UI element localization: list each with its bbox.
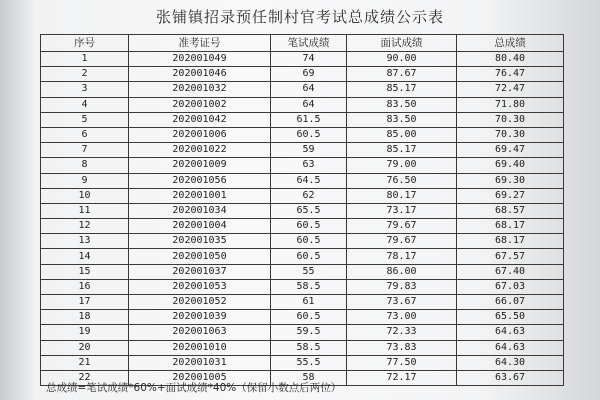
cell-interview-score: 85.17 — [347, 82, 457, 97]
table-body — [41, 52, 564, 386]
cell-total-score: 80.40 — [457, 52, 564, 67]
cell-interview-score: 79.67 — [347, 234, 457, 249]
table-row — [41, 188, 564, 203]
cell-index: 8 — [41, 158, 129, 173]
header-written-score: 笔试成绩 — [271, 35, 347, 52]
cell-written-score: 58 — [271, 370, 347, 385]
table-row — [41, 97, 564, 112]
cell-exam-id: 202001006 — [129, 127, 271, 142]
document-title: 张铺镇招录预任制村官考试总成绩公示表 — [155, 8, 444, 26]
header-total-score: 总成绩 — [457, 35, 564, 52]
cell-written-score: 60.5 — [271, 249, 347, 264]
cell-exam-id: 202001056 — [129, 173, 271, 188]
cell-interview-score: 87.67 — [347, 67, 457, 82]
cell-interview-score: 73.67 — [347, 295, 457, 310]
cell-total-score: 70.30 — [457, 127, 564, 142]
cell-written-score: 60.5 — [271, 219, 347, 234]
cell-interview-score: 85.00 — [347, 127, 457, 142]
table-row — [41, 67, 564, 82]
cell-interview-score: 77.50 — [347, 355, 457, 370]
table-row — [41, 143, 564, 158]
table-row — [41, 173, 564, 188]
cell-total-score: 65.50 — [457, 310, 564, 325]
cell-written-score: 59 — [271, 143, 347, 158]
cell-written-score: 61.5 — [271, 112, 347, 127]
cell-exam-id: 202001035 — [129, 234, 271, 249]
table-row — [41, 234, 564, 249]
cell-interview-score: 73.17 — [347, 203, 457, 218]
cell-written-score: 60.5 — [271, 310, 347, 325]
cell-written-score: 69 — [271, 67, 347, 82]
table-row — [41, 82, 564, 97]
cell-exam-id: 202001001 — [129, 188, 271, 203]
cell-exam-id: 202001050 — [129, 249, 271, 264]
cell-written-score: 60.5 — [271, 234, 347, 249]
cell-total-score: 67.40 — [457, 264, 564, 279]
cell-index: 2 — [41, 67, 129, 82]
cell-index: 11 — [41, 203, 129, 218]
cell-total-score: 76.47 — [457, 67, 564, 82]
cell-total-score: 64.63 — [457, 325, 564, 340]
table-row — [41, 203, 564, 218]
table-row — [41, 310, 564, 325]
cell-written-score: 63 — [271, 158, 347, 173]
cell-exam-id: 202001049 — [129, 52, 271, 67]
cell-interview-score: 72.17 — [347, 370, 457, 385]
cell-total-score: 69.47 — [457, 143, 564, 158]
header-interview-score: 面试成绩 — [347, 35, 457, 52]
cell-exam-id: 202001004 — [129, 219, 271, 234]
cell-total-score: 72.47 — [457, 82, 564, 97]
cell-total-score: 69.30 — [457, 173, 564, 188]
cell-total-score: 67.57 — [457, 249, 564, 264]
table-row — [41, 340, 564, 355]
cell-interview-score: 79.67 — [347, 219, 457, 234]
cell-interview-score: 86.00 — [347, 264, 457, 279]
cell-written-score: 64 — [271, 97, 347, 112]
cell-written-score: 61 — [271, 295, 347, 310]
cell-interview-score: 78.17 — [347, 249, 457, 264]
cell-total-score: 70.30 — [457, 112, 564, 127]
formula-footnote: 总成绩=笔试成绩*60%+面试成绩*40%（保留小数点后两位） — [46, 382, 342, 394]
cell-exam-id: 202001039 — [129, 310, 271, 325]
cell-index: 12 — [41, 219, 129, 234]
cell-index: 6 — [41, 127, 129, 142]
cell-written-score: 64.5 — [271, 173, 347, 188]
table-row — [41, 219, 564, 234]
cell-written-score: 58.5 — [271, 340, 347, 355]
cell-interview-score: 85.17 — [347, 143, 457, 158]
table-row — [41, 52, 564, 67]
cell-total-score: 71.80 — [457, 97, 564, 112]
header-exam-id: 准考证号 — [129, 35, 271, 52]
cell-total-score: 64.63 — [457, 340, 564, 355]
cell-total-score: 64.30 — [457, 355, 564, 370]
cell-index: 17 — [41, 295, 129, 310]
table-row — [41, 264, 564, 279]
cell-written-score: 65.5 — [271, 203, 347, 218]
cell-exam-id: 202001005 — [129, 370, 271, 385]
cell-interview-score: 72.33 — [347, 325, 457, 340]
cell-index: 5 — [41, 112, 129, 127]
cell-index: 3 — [41, 82, 129, 97]
results-table — [40, 34, 564, 386]
cell-written-score: 60.5 — [271, 127, 347, 142]
cell-total-score: 63.67 — [457, 370, 564, 385]
cell-index: 14 — [41, 249, 129, 264]
cell-exam-id: 202001063 — [129, 325, 271, 340]
cell-interview-score: 90.00 — [347, 52, 457, 67]
cell-interview-score: 83.50 — [347, 112, 457, 127]
cell-index: 21 — [41, 355, 129, 370]
cell-index: 9 — [41, 173, 129, 188]
cell-index: 15 — [41, 264, 129, 279]
cell-exam-id: 202001031 — [129, 355, 271, 370]
table-row — [41, 355, 564, 370]
cell-index: 16 — [41, 279, 129, 294]
cell-total-score: 67.03 — [457, 279, 564, 294]
table-row — [41, 112, 564, 127]
cell-exam-id: 202001034 — [129, 203, 271, 218]
cell-interview-score: 73.83 — [347, 340, 457, 355]
cell-total-score: 68.17 — [457, 234, 564, 249]
cell-written-score: 59.5 — [271, 325, 347, 340]
cell-index: 4 — [41, 97, 129, 112]
cell-index: 10 — [41, 188, 129, 203]
cell-exam-id: 202001052 — [129, 295, 271, 310]
table-row — [41, 279, 564, 294]
cell-exam-id: 202001053 — [129, 279, 271, 294]
cell-exam-id: 202001032 — [129, 82, 271, 97]
cell-exam-id: 202001002 — [129, 97, 271, 112]
header-index: 序号 — [41, 35, 129, 52]
cell-exam-id: 202001042 — [129, 112, 271, 127]
cell-total-score: 66.07 — [457, 295, 564, 310]
cell-exam-id: 202001022 — [129, 143, 271, 158]
table-header-row — [41, 35, 564, 52]
cell-interview-score: 83.50 — [347, 97, 457, 112]
cell-index: 7 — [41, 143, 129, 158]
cell-interview-score: 79.83 — [347, 279, 457, 294]
cell-total-score: 68.17 — [457, 219, 564, 234]
cell-index: 1 — [41, 52, 129, 67]
cell-written-score: 58.5 — [271, 279, 347, 294]
cell-written-score: 55.5 — [271, 355, 347, 370]
cell-interview-score: 76.50 — [347, 173, 457, 188]
cell-total-score: 69.27 — [457, 188, 564, 203]
cell-written-score: 55 — [271, 264, 347, 279]
cell-written-score: 64 — [271, 82, 347, 97]
table-row — [41, 295, 564, 310]
cell-index: 13 — [41, 234, 129, 249]
cell-written-score: 74 — [271, 52, 347, 67]
cell-index: 20 — [41, 340, 129, 355]
table-row — [41, 127, 564, 142]
cell-total-score: 68.57 — [457, 203, 564, 218]
cell-exam-id: 202001009 — [129, 158, 271, 173]
table-row — [41, 249, 564, 264]
cell-interview-score: 80.17 — [347, 188, 457, 203]
cell-index: 18 — [41, 310, 129, 325]
table-row — [41, 158, 564, 173]
table-row — [41, 325, 564, 340]
cell-interview-score: 79.00 — [347, 158, 457, 173]
cell-exam-id: 202001037 — [129, 264, 271, 279]
cell-exam-id: 202001046 — [129, 67, 271, 82]
cell-interview-score: 73.00 — [347, 310, 457, 325]
cell-written-score: 62 — [271, 188, 347, 203]
cell-exam-id: 202001010 — [129, 340, 271, 355]
cell-total-score: 69.40 — [457, 158, 564, 173]
cell-index: 22 — [41, 370, 129, 385]
cell-index: 19 — [41, 325, 129, 340]
